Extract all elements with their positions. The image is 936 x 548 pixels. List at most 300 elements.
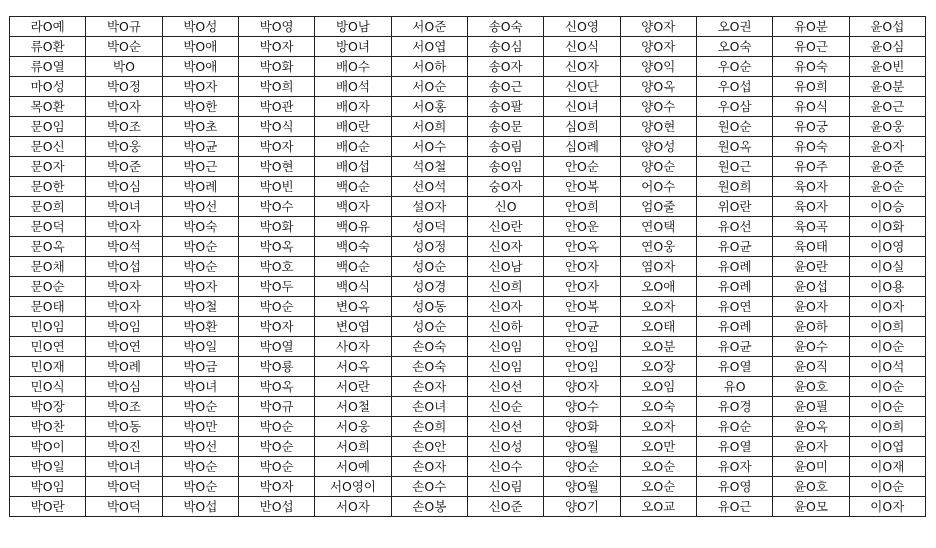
table-cell: 박O순 bbox=[238, 417, 314, 437]
table-cell: 박O균 bbox=[162, 137, 238, 157]
table-row bbox=[10, 257, 926, 277]
table-cell: 민O식 bbox=[10, 377, 86, 397]
table-cell: 윤O섭 bbox=[849, 17, 925, 37]
table-cell: 박O조 bbox=[86, 117, 162, 137]
table-cell: 박O룡 bbox=[238, 357, 314, 377]
name-table-body bbox=[10, 17, 926, 517]
table-cell: 변O옥 bbox=[315, 297, 391, 317]
table-cell: 유O궁 bbox=[773, 117, 849, 137]
table-cell: 문O희 bbox=[10, 197, 86, 217]
table-cell: 손O숙 bbox=[391, 357, 467, 377]
table-row bbox=[10, 337, 926, 357]
table-cell: 박O화 bbox=[238, 217, 314, 237]
table-cell: 양O성 bbox=[620, 137, 696, 157]
table-row bbox=[10, 397, 926, 417]
table-cell: 신O자 bbox=[544, 57, 620, 77]
table-row bbox=[10, 57, 926, 77]
table-cell: 양O옥 bbox=[620, 77, 696, 97]
table-cell: 배O석 bbox=[315, 77, 391, 97]
table-cell: 유O경 bbox=[696, 397, 772, 417]
table-cell: 오O임 bbox=[620, 377, 696, 397]
table-cell: 서O영이 bbox=[315, 477, 391, 497]
table-row bbox=[10, 357, 926, 377]
table-row bbox=[10, 37, 926, 57]
table-cell: 심O례 bbox=[544, 137, 620, 157]
table-cell: 안O운 bbox=[544, 217, 620, 237]
table-cell: 양O순 bbox=[544, 457, 620, 477]
table-cell: 문O신 bbox=[10, 137, 86, 157]
table-cell: 류O열 bbox=[10, 57, 86, 77]
table-cell: 육O태 bbox=[773, 237, 849, 257]
table-cell: 백O유 bbox=[315, 217, 391, 237]
table-row bbox=[10, 477, 926, 497]
table-cell: 이O승 bbox=[849, 197, 925, 217]
table-cell: 문O한 bbox=[10, 177, 86, 197]
table-cell: 유O주 bbox=[773, 157, 849, 177]
table-cell: 박O자 bbox=[86, 297, 162, 317]
table-cell: 박O순 bbox=[238, 457, 314, 477]
table-cell: 박O애 bbox=[162, 37, 238, 57]
table-row bbox=[10, 437, 926, 457]
table-cell: 윤O순 bbox=[849, 177, 925, 197]
table-cell: 박O석 bbox=[86, 237, 162, 257]
table-cell: 박O조 bbox=[86, 397, 162, 417]
table-cell: 신O단 bbox=[544, 77, 620, 97]
table-cell: 안O옥 bbox=[544, 237, 620, 257]
table-cell: 손O숙 bbox=[391, 337, 467, 357]
table-cell: 손O자 bbox=[391, 457, 467, 477]
table-cell: 원O근 bbox=[696, 157, 772, 177]
table-cell: 박O진 bbox=[86, 437, 162, 457]
table-cell: 이O실 bbox=[849, 257, 925, 277]
table-cell: 이O영 bbox=[849, 237, 925, 257]
table-cell: 박O현 bbox=[238, 157, 314, 177]
table-cell: 유O균 bbox=[696, 337, 772, 357]
table-cell: 박O순 bbox=[162, 237, 238, 257]
table-cell: 양O자 bbox=[620, 17, 696, 37]
table-cell: 유O자 bbox=[696, 457, 772, 477]
table-cell: 윤O란 bbox=[773, 257, 849, 277]
table-cell: 서O수 bbox=[391, 137, 467, 157]
table-cell: 안O자 bbox=[544, 257, 620, 277]
table-cell: 유O순 bbox=[696, 417, 772, 437]
table-cell: 서O란 bbox=[315, 377, 391, 397]
table-cell: 이O자 bbox=[849, 497, 925, 517]
table-cell: 박O희 bbox=[238, 77, 314, 97]
table-cell: 안O임 bbox=[544, 337, 620, 357]
table-cell: 이O화 bbox=[849, 217, 925, 237]
table-cell: 박O규 bbox=[86, 17, 162, 37]
table-cell: 유O근 bbox=[773, 37, 849, 57]
table-cell: 성O정 bbox=[391, 237, 467, 257]
table-cell: 이O순 bbox=[849, 337, 925, 357]
table-cell: 이O재 bbox=[849, 457, 925, 477]
table-cell: 안O희 bbox=[544, 197, 620, 217]
table-cell: 윤O호 bbox=[773, 377, 849, 397]
table-row bbox=[10, 97, 926, 117]
table-cell: 우O순 bbox=[696, 57, 772, 77]
table-cell: 박O웅 bbox=[86, 137, 162, 157]
table-cell: 신O자 bbox=[467, 237, 543, 257]
table-row bbox=[10, 317, 926, 337]
table-cell: 유O균 bbox=[696, 237, 772, 257]
table-cell: 윤O직 bbox=[773, 357, 849, 377]
table-cell: 문O덕 bbox=[10, 217, 86, 237]
table-cell: 박O철 bbox=[162, 297, 238, 317]
table-cell: 박O규 bbox=[238, 397, 314, 417]
table-cell: 윤O분 bbox=[849, 77, 925, 97]
table-cell: 박O환 bbox=[162, 317, 238, 337]
table-cell: 연O웅 bbox=[620, 237, 696, 257]
table-cell: 서O준 bbox=[391, 17, 467, 37]
table-cell: 박O만 bbox=[162, 417, 238, 437]
table-cell: 박O두 bbox=[238, 277, 314, 297]
table-cell: 이O순 bbox=[849, 377, 925, 397]
table-cell: 윤O웅 bbox=[849, 117, 925, 137]
table-cell: 양O현 bbox=[620, 117, 696, 137]
table-cell: 이O희 bbox=[849, 417, 925, 437]
table-cell: 윤O근 bbox=[849, 97, 925, 117]
table-cell: 연O택 bbox=[620, 217, 696, 237]
table-cell: 류O환 bbox=[10, 37, 86, 57]
table-cell: 박O임 bbox=[10, 477, 86, 497]
table-cell: 박O자 bbox=[86, 217, 162, 237]
table-cell: 숭O자 bbox=[467, 177, 543, 197]
table-cell: 양O수 bbox=[544, 397, 620, 417]
table-cell: 박O숙 bbox=[162, 217, 238, 237]
table-cell: 송O림 bbox=[467, 137, 543, 157]
table-cell: 육O자 bbox=[773, 197, 849, 217]
table-cell: 이O희 bbox=[849, 317, 925, 337]
table-cell: 오O자 bbox=[620, 417, 696, 437]
table-cell: 안O복 bbox=[544, 297, 620, 317]
table-cell: 윤O옥 bbox=[773, 417, 849, 437]
table-cell: 박O정 bbox=[86, 77, 162, 97]
table-cell: 성O동 bbox=[391, 297, 467, 317]
table-cell: 민O임 bbox=[10, 317, 86, 337]
table-cell: 백O식 bbox=[315, 277, 391, 297]
table-cell: 유O희 bbox=[773, 77, 849, 97]
table-cell: 엄O줄 bbox=[620, 197, 696, 217]
table-row bbox=[10, 77, 926, 97]
table-cell: 박O녀 bbox=[86, 457, 162, 477]
table-cell: 손O봉 bbox=[391, 497, 467, 517]
table-cell: 손O녀 bbox=[391, 397, 467, 417]
table-cell: 손O희 bbox=[391, 417, 467, 437]
table-cell: 박O옥 bbox=[238, 377, 314, 397]
table-cell: 유O bbox=[696, 377, 772, 397]
table-cell: 박O화 bbox=[238, 57, 314, 77]
table-cell: 박O일 bbox=[10, 457, 86, 477]
table-cell: 박O찬 bbox=[10, 417, 86, 437]
table-cell: 오O권 bbox=[696, 17, 772, 37]
table-cell: 오O순 bbox=[620, 477, 696, 497]
table-cell: 문O자 bbox=[10, 157, 86, 177]
table-cell: 유O열 bbox=[696, 357, 772, 377]
table-cell: 박O열 bbox=[238, 337, 314, 357]
table-cell: 안O균 bbox=[544, 317, 620, 337]
table-cell: 송O팔 bbox=[467, 97, 543, 117]
table-cell: 윤O필 bbox=[773, 397, 849, 417]
table-cell: 서O자 bbox=[315, 497, 391, 517]
table-cell: 염O자 bbox=[620, 257, 696, 277]
table-cell: 박O애 bbox=[162, 57, 238, 77]
table-cell: 유O열 bbox=[696, 437, 772, 457]
table-cell: 유O영 bbox=[696, 477, 772, 497]
table-cell: 심O희 bbox=[544, 117, 620, 137]
table-cell: 서O하 bbox=[391, 57, 467, 77]
table-cell: 박O자 bbox=[238, 37, 314, 57]
table-cell: 박O호 bbox=[238, 257, 314, 277]
table-cell: 신O림 bbox=[467, 477, 543, 497]
table-cell: 박O녀 bbox=[86, 197, 162, 217]
table-cell: 유O선 bbox=[696, 217, 772, 237]
table-cell: 신O선 bbox=[467, 377, 543, 397]
table-cell: 박O섭 bbox=[86, 257, 162, 277]
table-cell: 서O웅 bbox=[315, 417, 391, 437]
table-cell: 서O예 bbox=[315, 457, 391, 477]
table-cell: 신O식 bbox=[544, 37, 620, 57]
table-cell: 박O심 bbox=[86, 177, 162, 197]
table-row bbox=[10, 137, 926, 157]
table-cell: 이O용 bbox=[849, 277, 925, 297]
table-cell: 양O수 bbox=[620, 97, 696, 117]
table-cell: 이O엽 bbox=[849, 437, 925, 457]
table-cell: 이O자 bbox=[849, 297, 925, 317]
table-cell: 손O자 bbox=[391, 377, 467, 397]
table-cell: 송O숙 bbox=[467, 17, 543, 37]
table-cell: 박O심 bbox=[86, 377, 162, 397]
table-cell: 박O식 bbox=[238, 117, 314, 137]
table-cell: 박O자 bbox=[162, 277, 238, 297]
table-cell: 어O수 bbox=[620, 177, 696, 197]
table-cell: 신O영 bbox=[544, 17, 620, 37]
table-cell: 배O수 bbox=[315, 57, 391, 77]
table-row bbox=[10, 497, 926, 517]
table-cell: 윤O자 bbox=[773, 297, 849, 317]
table-cell: 서O희 bbox=[391, 117, 467, 137]
table-cell: 박O례 bbox=[86, 357, 162, 377]
table-cell: 육O자 bbox=[773, 177, 849, 197]
table-cell: 박O자 bbox=[238, 477, 314, 497]
table-cell: 변O엽 bbox=[315, 317, 391, 337]
table-cell: 신O임 bbox=[467, 337, 543, 357]
table-cell: 양O월 bbox=[544, 437, 620, 457]
table-cell: 유O례 bbox=[696, 277, 772, 297]
table-cell: 서O희 bbox=[315, 437, 391, 457]
table-cell: 민O연 bbox=[10, 337, 86, 357]
table-cell: 윤O빈 bbox=[849, 57, 925, 77]
table-cell: 오O만 bbox=[620, 437, 696, 457]
table-cell: 성O덕 bbox=[391, 217, 467, 237]
table-cell: 윤O미 bbox=[773, 457, 849, 477]
table-cell: 윤O섭 bbox=[773, 277, 849, 297]
table-cell: 문O옥 bbox=[10, 237, 86, 257]
name-table bbox=[9, 16, 926, 517]
table-cell: 박O한 bbox=[162, 97, 238, 117]
table-cell: 서O순 bbox=[391, 77, 467, 97]
table-cell: 박O일 bbox=[162, 337, 238, 357]
table-cell: 손O수 bbox=[391, 477, 467, 497]
table-cell: 문O순 bbox=[10, 277, 86, 297]
table-cell: 신O준 bbox=[467, 497, 543, 517]
table-cell: 신O녀 bbox=[544, 97, 620, 117]
table-cell: 박O자 bbox=[238, 137, 314, 157]
table-cell: 박O수 bbox=[238, 197, 314, 217]
table-cell: 박O동 bbox=[86, 417, 162, 437]
table-cell: 성O순 bbox=[391, 317, 467, 337]
table-cell: 배O섭 bbox=[315, 157, 391, 177]
table-cell: 박O자 bbox=[86, 97, 162, 117]
table-cell: 박O빈 bbox=[238, 177, 314, 197]
name-table-container bbox=[9, 16, 926, 517]
table-cell: 원O옥 bbox=[696, 137, 772, 157]
table-cell: 오O자 bbox=[620, 297, 696, 317]
table-cell: 박O이 bbox=[10, 437, 86, 457]
table-cell: 박O례 bbox=[162, 177, 238, 197]
table-cell: 윤O호 bbox=[773, 477, 849, 497]
table-cell: 박O옥 bbox=[238, 237, 314, 257]
table-cell: 배O자 bbox=[315, 97, 391, 117]
table-cell: 백O순 bbox=[315, 257, 391, 277]
table-cell: 오O장 bbox=[620, 357, 696, 377]
table-cell: 신O선 bbox=[467, 417, 543, 437]
table-cell: 이O순 bbox=[849, 477, 925, 497]
table-cell: 신O자 bbox=[467, 297, 543, 317]
table-cell: 양O익 bbox=[620, 57, 696, 77]
table-cell: 오O교 bbox=[620, 497, 696, 517]
table-cell: 양O자 bbox=[544, 377, 620, 397]
table-cell: 윤O자 bbox=[849, 137, 925, 157]
table-cell: 우O삼 bbox=[696, 97, 772, 117]
table-cell: 윤O심 bbox=[849, 37, 925, 57]
table-cell: 신O순 bbox=[467, 397, 543, 417]
table-row bbox=[10, 117, 926, 137]
table-cell: 문O채 bbox=[10, 257, 86, 277]
table-cell: 윤O모 bbox=[773, 497, 849, 517]
table-cell: 유O근 bbox=[696, 497, 772, 517]
table-cell: 박O관 bbox=[238, 97, 314, 117]
table-cell: 안O순 bbox=[544, 157, 620, 177]
table-cell: 방O남 bbox=[315, 17, 391, 37]
table-cell: 백O숙 bbox=[315, 237, 391, 257]
table-row bbox=[10, 17, 926, 37]
table-row bbox=[10, 417, 926, 437]
table-cell: 유O례 bbox=[696, 257, 772, 277]
table-cell: 위O란 bbox=[696, 197, 772, 217]
table-cell: 송O근 bbox=[467, 77, 543, 97]
table-cell: 이O순 bbox=[849, 397, 925, 417]
table-cell: 박O순 bbox=[162, 397, 238, 417]
table-cell: 유O례 bbox=[696, 317, 772, 337]
table-cell: 박O준 bbox=[86, 157, 162, 177]
table-cell: 마O성 bbox=[10, 77, 86, 97]
table-cell: 목O환 bbox=[10, 97, 86, 117]
table-cell: 신O남 bbox=[467, 257, 543, 277]
table-cell: 신O란 bbox=[467, 217, 543, 237]
table-cell: 성O순 bbox=[391, 257, 467, 277]
table-cell: 양O월 bbox=[544, 477, 620, 497]
table-cell: 원O희 bbox=[696, 177, 772, 197]
table-cell: 송O문 bbox=[467, 117, 543, 137]
table-cell: 신O성 bbox=[467, 437, 543, 457]
table-cell: 안O임 bbox=[544, 357, 620, 377]
table-cell: 신O하 bbox=[467, 317, 543, 337]
table-cell: 박O bbox=[86, 57, 162, 77]
table-cell: 박O선 bbox=[162, 197, 238, 217]
table-cell: 유O숙 bbox=[773, 57, 849, 77]
table-cell: 서O철 bbox=[315, 397, 391, 417]
table-cell: 박O란 bbox=[10, 497, 86, 517]
table-row bbox=[10, 237, 926, 257]
table-cell: 박O자 bbox=[162, 77, 238, 97]
table-cell: 우O섭 bbox=[696, 77, 772, 97]
table-cell: 오O태 bbox=[620, 317, 696, 337]
table-cell: 양O기 bbox=[544, 497, 620, 517]
table-cell: 신O수 bbox=[467, 457, 543, 477]
table-cell: 송O심 bbox=[467, 37, 543, 57]
table-cell: 양O화 bbox=[544, 417, 620, 437]
table-cell: 박O순 bbox=[162, 457, 238, 477]
table-cell: 박O자 bbox=[86, 277, 162, 297]
table-cell: 윤O준 bbox=[849, 157, 925, 177]
table-cell: 백O자 bbox=[315, 197, 391, 217]
table-row bbox=[10, 157, 926, 177]
table-cell: 오O분 bbox=[620, 337, 696, 357]
table-row bbox=[10, 277, 926, 297]
table-cell: 박O선 bbox=[162, 437, 238, 457]
table-cell: 박O녀 bbox=[162, 377, 238, 397]
table-cell: 유O분 bbox=[773, 17, 849, 37]
table-cell: 서O홍 bbox=[391, 97, 467, 117]
table-cell: 방O녀 bbox=[315, 37, 391, 57]
table-cell: 오O숙 bbox=[620, 397, 696, 417]
table-cell: 박O순 bbox=[162, 477, 238, 497]
table-cell: 유O식 bbox=[773, 97, 849, 117]
table-cell: 박O순 bbox=[238, 437, 314, 457]
table-cell: 신O희 bbox=[467, 277, 543, 297]
table-cell: 박O영 bbox=[238, 17, 314, 37]
table-cell: 배O란 bbox=[315, 117, 391, 137]
table-cell: 박O순 bbox=[162, 257, 238, 277]
table-cell: 박O성 bbox=[162, 17, 238, 37]
table-cell: 박O순 bbox=[238, 297, 314, 317]
table-row bbox=[10, 377, 926, 397]
table-cell: 유O연 bbox=[696, 297, 772, 317]
table-cell: 양O순 bbox=[620, 157, 696, 177]
table-cell: 윤O수 bbox=[773, 337, 849, 357]
table-cell: 오O숙 bbox=[696, 37, 772, 57]
table-cell: 이O석 bbox=[849, 357, 925, 377]
table-cell: 박O섭 bbox=[162, 497, 238, 517]
table-cell: 양O자 bbox=[620, 37, 696, 57]
table-cell: 송O자 bbox=[467, 57, 543, 77]
table-cell: 신O임 bbox=[467, 357, 543, 377]
table-cell: 박O덕 bbox=[86, 477, 162, 497]
table-cell: 박O임 bbox=[86, 317, 162, 337]
table-cell: 신O bbox=[467, 197, 543, 217]
table-row bbox=[10, 457, 926, 477]
table-cell: 오O애 bbox=[620, 277, 696, 297]
table-cell: 민O재 bbox=[10, 357, 86, 377]
table-cell: 오O순 bbox=[620, 457, 696, 477]
table-cell: 손O안 bbox=[391, 437, 467, 457]
table-cell: 박O금 bbox=[162, 357, 238, 377]
table-cell: 성O경 bbox=[391, 277, 467, 297]
table-cell: 문O임 bbox=[10, 117, 86, 137]
table-row bbox=[10, 297, 926, 317]
table-cell: 안O자 bbox=[544, 277, 620, 297]
